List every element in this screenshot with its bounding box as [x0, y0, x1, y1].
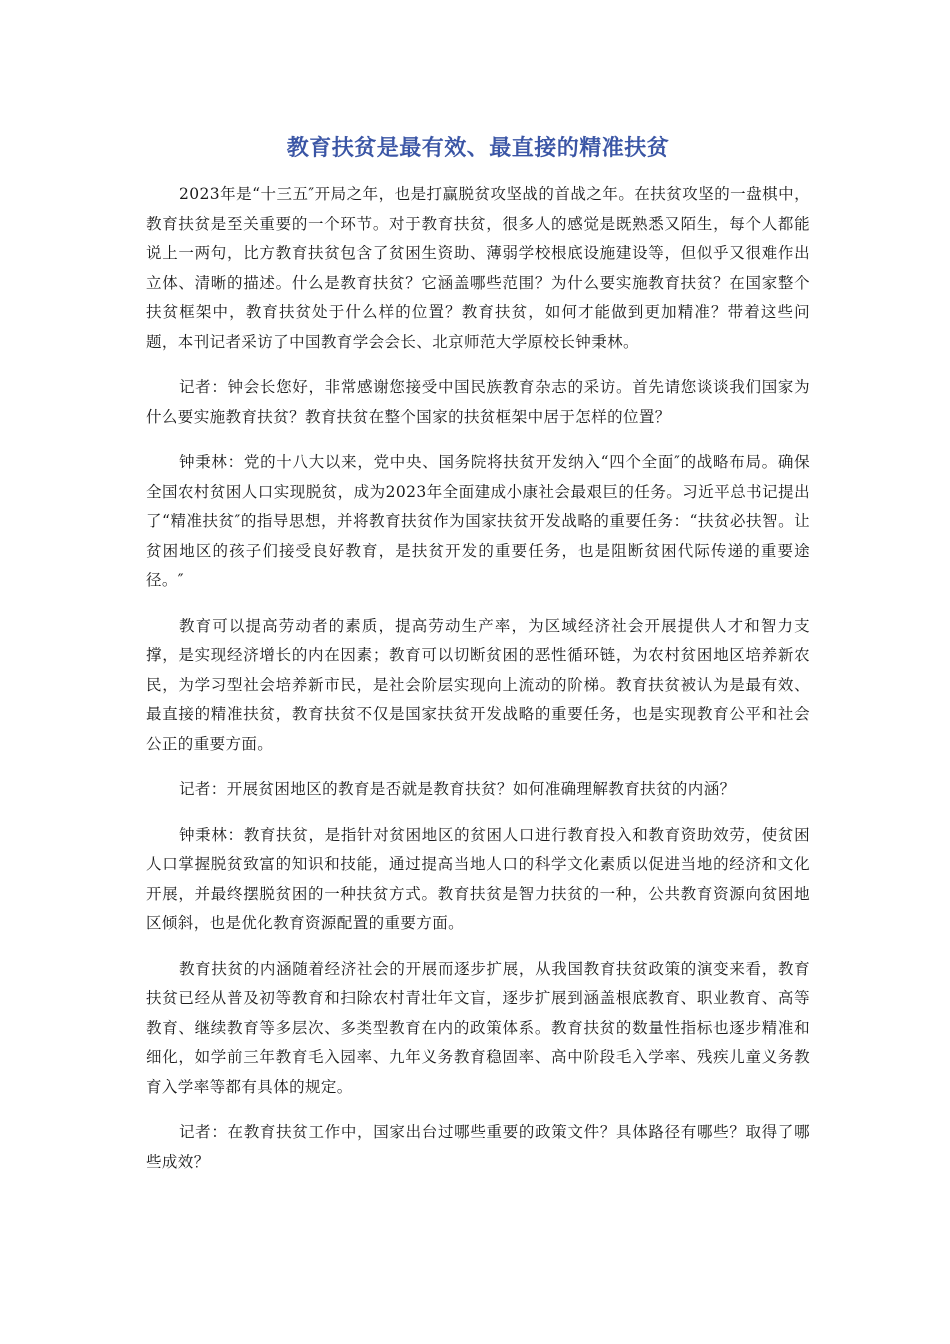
paragraph-question-3: 记者：在教育扶贫工作中，国家出台过哪些重要的政策文件？具体路径有哪些？取得了哪些成效？ [146, 1123, 810, 1171]
paragraph-answer-2: 钟秉林：教育扶贫，是指针对贫困地区的贫困人口进行教育投入和教育资助效劳，使贫困人口掌握脱贫致富的知识和技能，通过提高当地人口的科学文化素质以促进当地的经济和文化开展，并最终摆脱贫困的一种扶贫方式。教育扶贫是智力扶贫的一种，公共教育资源向贫困地区倾斜，也是优化教育资源配置的重要方面。 [146, 825, 810, 932]
paragraph-answer-1-continued: 教育可以提高劳动者的素质，提高劳动生产率，为区域经济社会开展提供人才和智力支撑，是实现经济增长的内在因素；教育可以切断贫困的恶性循环链，为农村贫困地区培养新农民，为学习型社会培养新市民，是社会阶层实现向上流动的阶梯。教育扶贫被认为是最有效、最直接的精准扶贫，教育扶贫不仅是国家扶贫开发战略的重要任务，也是实现教育公平和社会公正的重要方面。 [146, 616, 810, 753]
paragraph-question-2: 记者：开展贫困地区的教育是否就是教育扶贫？如何准确理解教育扶贫的内涵？ [179, 780, 736, 798]
article-title: 教育扶贫是最有效、最直接的精准扶贫 [286, 136, 670, 161]
document-page [146, 128, 810, 1193]
paragraph-answer-2-continued: 教育扶贫的内涵随着经济社会的开展而逐步扩展，从我国教育扶贫政策的演变来看，教育扶贫已经从普及初等教育和扫除农村青壮年文盲，逐步扩展到涵盖根底教育、职业教育、高等教育、继续教育等多层次、多类型教育在内的政策体系。教育扶贫的数量性指标也逐步精准和细化，如学前三年教育毛入园率、九年义务教育稳固率、高中阶段毛入学率、残疾儿童义务教育入学率等都有具体的规定。 [146, 959, 810, 1096]
paragraph-intro: 2023年是“十三五″开局之年，也是打赢脱贫攻坚战的首战之年。在扶贫攻坚的一盘棋中，教育扶贫是至关重要的一个环节。对于教育扶贫，很多人的感觉是既熟悉又陌生，每个人都能说上一两句，比方教育扶贫包含了贫困生资助、薄弱学校根底设施建设等，但似乎又很难作出立体、清晰的描述。什么是教育扶贫？它涵盖哪些范围？为什么要实施教育扶贫？在国家整个扶贫框架中，教育扶贫处于什么样的位置？教育扶贫，如何才能做到更加精准？带着这些问题，本刊记者采访了中国教育学会会长、北京师范大学原校长钟秉林。 [146, 185, 810, 351]
paragraph-question-1: 记者：钟会长您好，非常感谢您接受中国民族教育杂志的采访。首先请您谈谈我们国家为什么要实施教育扶贫？教育扶贫在整个国家的扶贫框架中居于怎样的位置？ [146, 378, 810, 426]
paragraph-answer-1: 钟秉林：党的十八大以来，党中央、国务院将扶贫开发纳入“四个全面″的战略布局。确保全国农村贫困人口实现脱贫，成为2023年全面建成小康社会最艰巨的任务。习近平总书记提出了“精准扶贫″的指导思想，并将教育扶贫作为国家扶贫开发战略的重要任务：“扶贫必扶智。让贫困地区的孩子们接受良好教育，是扶贫开发的重要任务，也是阻断贫困代际传递的重要途径。″ [146, 453, 810, 589]
